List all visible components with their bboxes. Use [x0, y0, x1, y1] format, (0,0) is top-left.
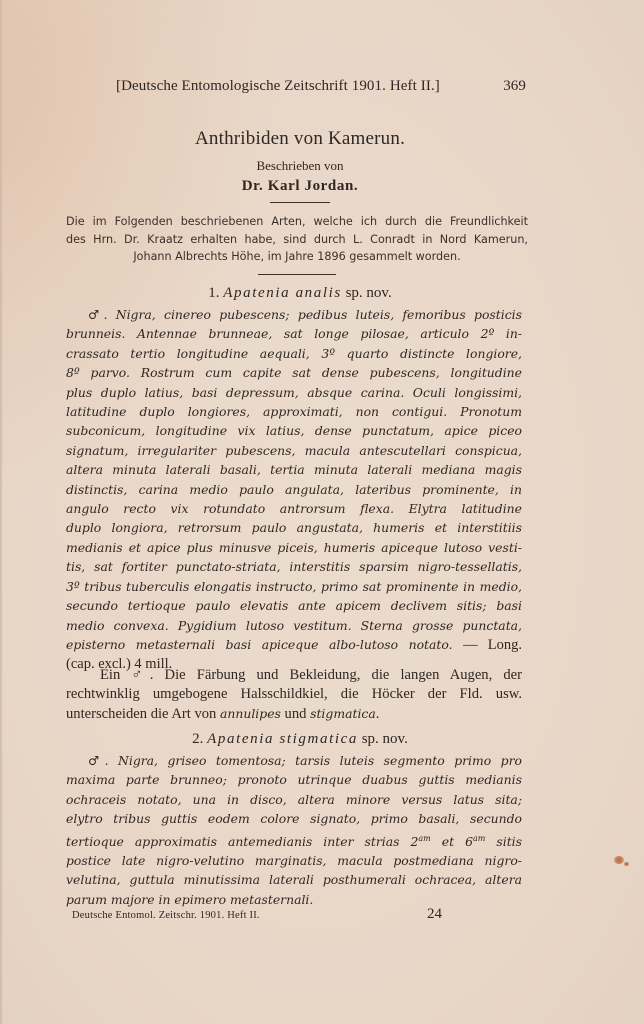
species-heading-2	[60, 731, 540, 748]
description-line: subconicum, longitudine vix latius, dense punctatum, apice piceo	[66, 423, 522, 439]
species-number: 2.	[192, 731, 204, 747]
signature-mark: 24	[427, 906, 442, 922]
note-text: und	[280, 706, 311, 723]
description-line: distinctis, carina medio paulo angulata, lateribus prominente, in	[66, 481, 522, 497]
intro-line: Johann Albrechts Höhe, im Jahre 1896 gesammelt worden.	[133, 250, 461, 263]
note-text: .	[375, 706, 380, 723]
description-text: tertioque approximatis antemedianis inter strias 2	[66, 833, 419, 849]
species-number: 1.	[208, 285, 220, 301]
description-line: altera minuta laterali basali, tertia minuta laterali mediana magis	[66, 462, 522, 478]
description-line: parum majore in epimero metasternali.	[66, 891, 314, 907]
description-line: angulo recto vix rotundato antrorsum flexa. Elytra latitudine	[66, 501, 522, 517]
article-title: Anthribiden von Kamerun.	[194, 128, 406, 149]
author-name: Dr. Karl Jordan.	[241, 178, 359, 194]
species-suffix: sp. nov.	[345, 285, 392, 301]
description-line: latitudine duplo longiores, approximati, non contigui. Pronotum	[66, 404, 522, 420]
description-line: elytro tribus guttis eodem colore signato, primo basali, secundo	[66, 811, 522, 827]
species-2-description	[66, 751, 522, 909]
species-reference: annulipes	[220, 706, 281, 722]
paper-stain-small	[624, 862, 629, 866]
description-line-striae	[66, 829, 522, 851]
running-head	[116, 78, 526, 95]
note-line	[66, 704, 522, 724]
description-line: duplo longiora, retrorsum paulo angustata, humeris et interstitiis	[66, 520, 522, 536]
page-edge-shadow	[0, 0, 3, 1024]
description-line: postice late nigro-velutino marginatis, macula postmediana nigro-	[66, 853, 522, 869]
description-line: 8º parvo. Rostrum cum capite sat dense pubescens, longitudine	[66, 365, 522, 381]
intro-divider	[258, 274, 336, 275]
measure-value: (cap. excl.) 4 mill.	[66, 656, 173, 673]
superscript: am	[473, 833, 486, 843]
species-name: Apatenia analis	[223, 285, 342, 301]
measure-label: — Long.	[463, 636, 523, 653]
intro-line: Die im Folgenden beschriebenen Arten, welche ich durch die Freundlichkeit	[66, 215, 528, 228]
journal-reference: [Deutsche Entomologische Zeitschrift 1901. Heft II.]	[116, 78, 440, 94]
description-line: ♂. Nigra, griseo tomentosa; tarsis luteis segmento primo pro	[88, 753, 522, 768]
intro-line: des Hrn. Dr. Kraatz erhalten habe, sind durch L. Conradt in Nord Kamerun,	[66, 232, 528, 246]
species-suffix: sp. nov.	[361, 731, 408, 747]
description-line: signatum, irregulariter pubescens, macula antescutellari conspicua,	[66, 442, 522, 458]
description-line: medianis et apice plus minusve piceis, humeris apiceque lutoso vesti-	[66, 539, 522, 555]
note-text: unterscheiden die Art von	[66, 706, 221, 723]
intro-paragraph	[66, 213, 528, 266]
description-line: crassato tertio longitudine aequali, 3º quarto distincte longiore,	[66, 345, 522, 361]
page-number: 369	[503, 78, 526, 94]
description-text: sitis	[485, 833, 523, 849]
description-text: et 6	[430, 833, 473, 849]
superscript: am	[418, 833, 431, 843]
description-line: velutina, guttula minutissima laterali posthumerali ochracea, altera	[66, 872, 522, 888]
species-1-description	[66, 305, 522, 675]
description-line: ochraceis notato, una in disco, altera minore versus latus sita;	[66, 791, 522, 807]
description-text: episterno metasternali basi apiceque albo-lutoso notato.	[66, 636, 453, 652]
note-line: Ein ♂. Die Färbung und Bekleidung, die langen Augen, der	[100, 667, 522, 683]
title-block	[60, 128, 540, 203]
species-name: Apatenia stigmatica	[207, 731, 358, 747]
title-divider	[270, 202, 330, 203]
page-footer	[72, 906, 472, 923]
description-line: tis, sat fortiter punctato-striata, interstitis sparsim nigro-tessellatis,	[66, 559, 522, 575]
description-line: brunneis. Antennae brunneae, sat longe pilosae, articulo 2º in-	[66, 326, 522, 342]
species-1-note	[66, 666, 522, 725]
description-line: 3º tribus tuberculis elongatis instructo, primo sat prominente in medio,	[66, 578, 522, 594]
description-line-measure	[66, 635, 522, 655]
byline-label: Beschrieben von	[256, 158, 344, 173]
description-line: maxima parte brunneo; pronoto utrinque duabus guttis medianis	[66, 772, 522, 788]
species-heading-1	[60, 285, 540, 302]
description-line: medio convexa. Pygidium lutoso vestitum. Sterna grosse punctata,	[66, 617, 522, 633]
description-line: ♂. Nigra, cinereo pubescens; pedibus luteis, femoribus posticis	[88, 307, 522, 322]
description-line: secundo tertioque paulo elevatis ante apicem declivem sitis; basi	[66, 598, 522, 614]
paper-stain	[614, 856, 624, 864]
description-line: plus duplo latius, basi depressum, absque carina. Oculi longissimi,	[66, 384, 522, 400]
note-line: rechtwinklig umgebogene Halsschildkiel, die Höcker der Fld. usw.	[66, 686, 522, 703]
footer-journal: Deutsche Entomol. Zeitschr. 1901. Heft II.	[72, 910, 260, 921]
species-reference: stigmatica	[310, 706, 376, 722]
